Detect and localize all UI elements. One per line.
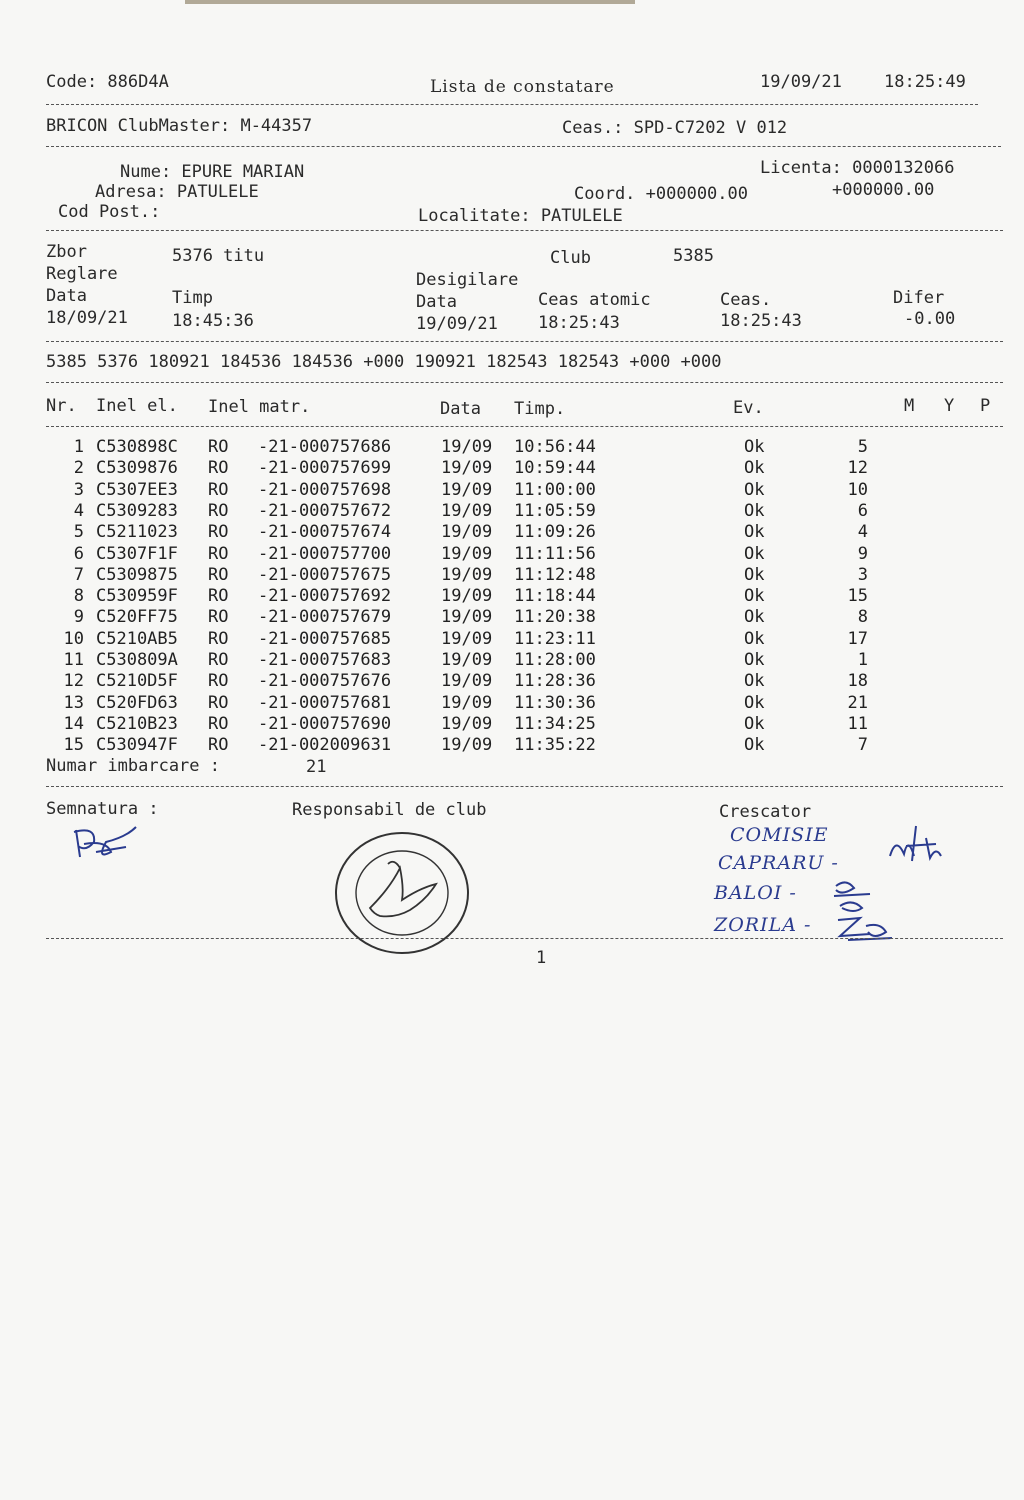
row-inel-matr: -21-000757686	[258, 437, 392, 457]
desigilare-date: 19/09/21	[416, 314, 498, 334]
row-date: 19/09	[441, 437, 493, 457]
row-ev: Ok	[744, 628, 765, 649]
row-position: 7	[857, 735, 868, 756]
row-time: 11:35:22	[514, 735, 596, 756]
row-country: RO	[208, 692, 229, 713]
owner-postcode: Cod Post.:	[58, 202, 161, 222]
row-inel-el: C530898C	[96, 437, 178, 457]
row-date: 19/09	[441, 650, 493, 670]
row-inel-matr: -21-000757700	[258, 543, 392, 564]
table-row	[0, 714, 1024, 735]
row-nr: 1	[73, 437, 84, 457]
row-position: 3	[857, 564, 868, 585]
col-data: Data	[440, 399, 481, 419]
zbor-value: 5376 titu	[172, 246, 265, 266]
row-time: 11:20:38	[514, 607, 596, 628]
row-nr: 14	[63, 713, 84, 734]
row-inel-matr: -21-000757690	[258, 713, 392, 734]
row-inel-matr: -21-000757674	[258, 522, 392, 543]
table-row	[0, 522, 1024, 543]
table-row	[0, 693, 1024, 714]
divider	[46, 786, 1003, 787]
row-position: 5	[857, 437, 868, 457]
row-inel-el: C530959F	[96, 586, 178, 607]
row-ev: Ok	[744, 650, 765, 670]
divider	[46, 104, 978, 105]
row-position: 6	[857, 500, 868, 521]
print-date: 19/09/21	[760, 72, 842, 92]
row-date: 19/09	[441, 713, 493, 734]
row-country: RO	[208, 671, 229, 692]
row-date: 19/09	[441, 522, 493, 543]
owner-address: Adresa: PATULELE	[95, 182, 259, 202]
flight-code-line: 5385 5376 180921 184536 184536 +000 190921 182543 182543 +000 +000	[46, 352, 722, 372]
row-time: 10:56:44	[514, 437, 596, 457]
row-country: RO	[208, 607, 229, 628]
col-ev: Ev.	[733, 398, 764, 418]
signature-member2	[826, 876, 886, 916]
reglare-label: Reglare	[46, 264, 118, 284]
row-ev: Ok	[744, 671, 765, 692]
row-time: 11:09:26	[514, 522, 596, 543]
row-inel-matr: -21-002009631	[258, 735, 392, 756]
col-y: Y	[944, 396, 955, 416]
row-country: RO	[208, 713, 229, 734]
row-time: 11:28:00	[514, 650, 596, 670]
row-nr: 10	[63, 628, 84, 649]
divider	[46, 382, 1003, 383]
row-time: 11:30:36	[514, 692, 596, 713]
row-position: 18	[847, 671, 868, 692]
row-position: 11	[847, 713, 868, 734]
row-nr: 7	[73, 564, 84, 585]
row-ev: Ok	[744, 522, 765, 543]
reglare-time: 18:45:36	[172, 311, 254, 331]
table-row	[0, 565, 1024, 586]
row-time: 11:23:11	[514, 628, 596, 649]
ceas-atomic-label: Ceas atomic	[538, 290, 651, 310]
row-position: 12	[847, 458, 868, 479]
row-nr: 5	[73, 522, 84, 543]
table-row	[0, 650, 1024, 671]
owner-coord2: +000000.00	[832, 180, 935, 200]
row-inel-matr: -21-000757676	[258, 671, 392, 692]
reglare-date: 18/09/21	[46, 308, 128, 328]
row-time: 11:18:44	[514, 586, 596, 607]
data-label: Data	[46, 286, 87, 306]
row-date: 19/09	[441, 458, 493, 479]
desigilare-label: Desigilare	[416, 270, 519, 290]
row-date: 19/09	[441, 671, 493, 692]
row-ev: Ok	[744, 713, 765, 734]
col-inel-el: Inel el.	[96, 396, 178, 416]
numar-label: Numar imbarcare :	[46, 756, 220, 776]
crescator-label: Crescator	[719, 802, 812, 822]
owner-coord: Coord. +000000.00	[574, 184, 748, 204]
table-row	[0, 607, 1024, 628]
signature-member1	[886, 816, 946, 866]
row-date: 19/09	[441, 500, 493, 521]
col-inel-matr: Inel matr.	[208, 397, 311, 417]
divider	[46, 426, 1003, 427]
row-position: 4	[857, 522, 868, 543]
row-inel-el: C5307EE3	[96, 479, 178, 500]
table-row	[0, 480, 1024, 501]
row-nr: 9	[73, 607, 84, 628]
owner-locality: Localitate: PATULELE	[418, 206, 623, 226]
table-row	[0, 629, 1024, 650]
row-ev: Ok	[744, 479, 765, 500]
table-row	[0, 671, 1024, 692]
row-date: 19/09	[441, 692, 493, 713]
row-nr: 13	[63, 692, 84, 713]
row-date: 19/09	[441, 628, 493, 649]
col-nr: Nr.	[46, 396, 77, 416]
handwritten-member3: ZORILA -	[714, 914, 812, 936]
row-time: 11:11:56	[514, 543, 596, 564]
table-row	[0, 735, 1024, 756]
row-time: 11:34:25	[514, 713, 596, 734]
col-m: M	[904, 396, 915, 416]
row-country: RO	[208, 586, 229, 607]
row-ev: Ok	[744, 543, 765, 564]
row-inel-el: C5309875	[96, 564, 178, 585]
club-value: 5385	[673, 246, 714, 266]
row-nr: 12	[63, 671, 84, 692]
row-inel-matr: -21-000757675	[258, 564, 392, 585]
row-country: RO	[208, 458, 229, 479]
row-inel-matr: -21-000757681	[258, 692, 392, 713]
row-inel-el: C5210B23	[96, 713, 178, 734]
print-time: 18:25:49	[884, 72, 966, 92]
row-inel-el: C5211023	[96, 522, 178, 543]
zbor-label: Zbor	[46, 242, 87, 262]
row-inel-matr: -21-000757692	[258, 586, 392, 607]
ceas-label: Ceas.	[720, 290, 772, 310]
owner-name: Nume: EPURE MARIAN	[120, 162, 305, 182]
table-row	[0, 544, 1024, 565]
row-inel-matr: -21-000757679	[258, 607, 392, 628]
row-nr: 2	[73, 458, 84, 479]
row-country: RO	[208, 735, 229, 756]
signature-member3	[830, 912, 900, 947]
row-date: 19/09	[441, 586, 493, 607]
desigilare-atomic: 18:25:43	[538, 313, 620, 333]
row-time: 11:00:00	[514, 479, 596, 500]
row-date: 19/09	[441, 607, 493, 628]
row-inel-matr: -21-000757699	[258, 458, 392, 479]
document-title: Lista de constatare	[430, 77, 615, 97]
divider	[46, 341, 1003, 342]
row-date: 19/09	[441, 735, 493, 756]
row-ev: Ok	[744, 586, 765, 607]
data2-label: Data	[416, 292, 457, 312]
row-inel-el: C520FD63	[96, 692, 178, 713]
row-ev: Ok	[744, 735, 765, 756]
row-country: RO	[208, 543, 229, 564]
page-number: 1	[536, 948, 547, 968]
table-row	[0, 437, 1024, 458]
row-position: 17	[847, 628, 868, 649]
row-nr: 11	[63, 650, 84, 670]
semnatura-label: Semnatura :	[46, 799, 159, 819]
row-inel-el: C5307F1F	[96, 543, 178, 564]
col-p: P	[980, 396, 991, 416]
desigilare-ceas: 18:25:43	[720, 311, 802, 331]
row-inel-el: C5309876	[96, 458, 178, 479]
handwritten-member1: CAPRARU -	[718, 852, 839, 874]
row-nr: 8	[73, 586, 84, 607]
row-position: 15	[847, 586, 868, 607]
row-inel-matr: -21-000757685	[258, 628, 392, 649]
row-time: 11:12:48	[514, 564, 596, 585]
divider	[46, 146, 1001, 147]
row-country: RO	[208, 564, 229, 585]
row-nr: 4	[73, 500, 84, 521]
row-inel-el: C5210D5F	[96, 671, 178, 692]
row-inel-el: C530809A	[96, 650, 178, 670]
row-inel-matr: -21-000757683	[258, 650, 392, 670]
timp-label: Timp	[172, 288, 213, 308]
row-time: 11:28:36	[514, 671, 596, 692]
owner-license: Licenta: 0000132066	[760, 158, 955, 178]
row-country: RO	[208, 479, 229, 500]
clock-id: Ceas.: SPD-C7202 V 012	[562, 118, 788, 138]
row-position: 9	[857, 543, 868, 564]
document-code: Code: 886D4A	[46, 72, 169, 92]
table-row	[0, 458, 1024, 479]
difer-label: Difer	[893, 288, 945, 308]
table-row	[0, 501, 1024, 522]
row-ev: Ok	[744, 500, 765, 521]
row-inel-el: C530947F	[96, 735, 178, 756]
signature-semnatura	[66, 812, 146, 867]
row-position: 10	[847, 479, 868, 500]
divider	[46, 230, 1003, 231]
club-label: Club	[550, 248, 591, 268]
table-row	[0, 586, 1024, 607]
handwritten-member2: BALOI -	[714, 882, 797, 904]
row-date: 19/09	[441, 543, 493, 564]
row-nr: 6	[73, 543, 84, 564]
row-inel-matr: -21-000757698	[258, 479, 392, 500]
row-ev: Ok	[744, 437, 765, 457]
row-position: 1	[857, 650, 868, 670]
difer-value: -0.00	[904, 309, 956, 329]
row-position: 8	[857, 607, 868, 628]
row-country: RO	[208, 650, 229, 670]
row-ev: Ok	[744, 564, 765, 585]
row-ev: Ok	[744, 458, 765, 479]
row-position: 21	[847, 692, 868, 713]
row-inel-el: C5210AB5	[96, 628, 178, 649]
row-country: RO	[208, 500, 229, 521]
responsabil-label: Responsabil de club	[292, 800, 487, 820]
row-country: RO	[208, 522, 229, 543]
row-date: 19/09	[441, 564, 493, 585]
row-inel-el: C5309283	[96, 500, 178, 521]
row-time: 10:59:44	[514, 458, 596, 479]
row-inel-matr: -21-000757672	[258, 500, 392, 521]
row-country: RO	[208, 628, 229, 649]
col-timp: Timp.	[514, 399, 566, 419]
row-country: RO	[208, 437, 229, 457]
divider	[46, 938, 1003, 939]
scan-edge	[185, 0, 635, 4]
row-ev: Ok	[744, 692, 765, 713]
numar-value: 21	[306, 757, 327, 777]
row-inel-el: C520FF75	[96, 607, 178, 628]
row-time: 11:05:59	[514, 500, 596, 521]
row-ev: Ok	[744, 607, 765, 628]
row-nr: 15	[63, 735, 84, 756]
handwritten-comisie: COMISIE	[730, 824, 829, 846]
device-id: BRICON ClubMaster: M-44357	[46, 116, 313, 136]
row-nr: 3	[73, 479, 84, 500]
row-date: 19/09	[441, 479, 493, 500]
